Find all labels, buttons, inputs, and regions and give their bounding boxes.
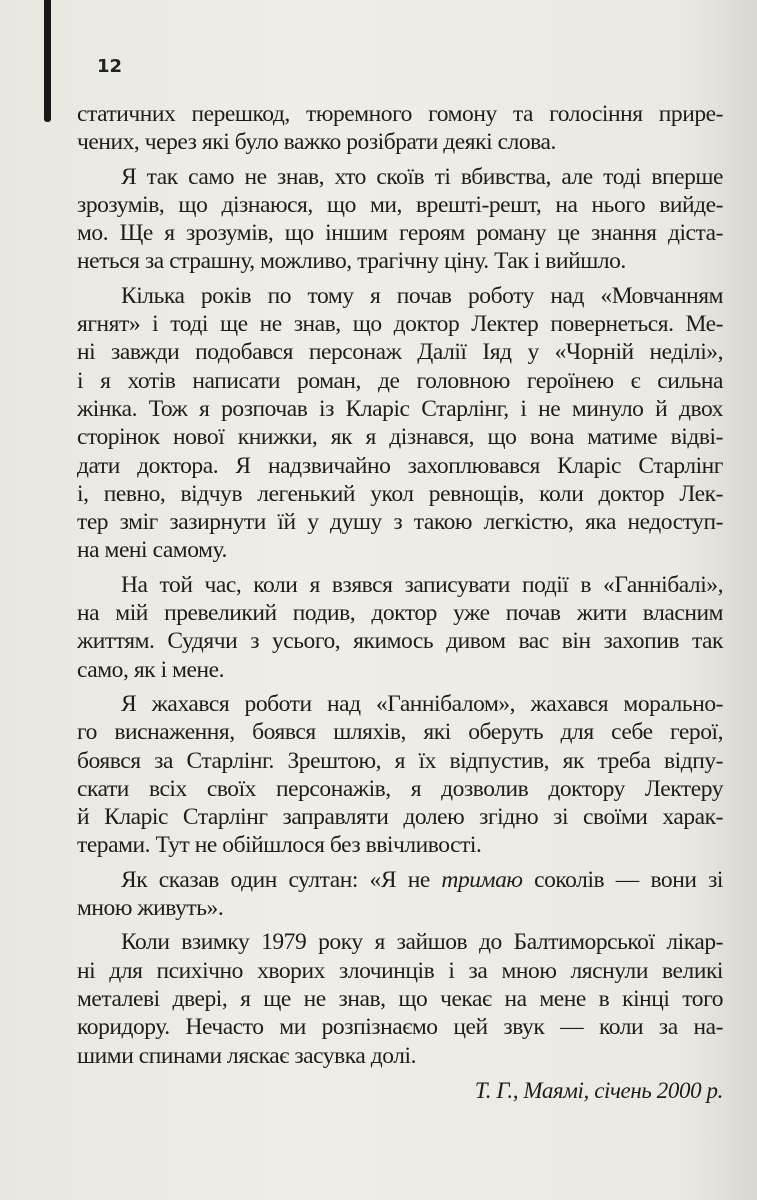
text-line: і я хотів написати роман, де головною героїнею є сильна bbox=[77, 367, 723, 394]
text-line: статичних перешкод, тюремного гомону та голосіння прире- bbox=[77, 101, 723, 127]
text-line: мо. Ще я зрозумів, що іншим героям роману це знання діста- bbox=[77, 220, 723, 247]
text-line: мною живуть». bbox=[77, 895, 224, 922]
text-segment: соколів — вони зі bbox=[522, 866, 724, 893]
paragraph bbox=[77, 571, 723, 684]
text-line: зрозумів, що дізнаюся, що ми, врешті-решт, на нього вийде- bbox=[77, 191, 723, 218]
paragraph bbox=[77, 928, 723, 1069]
text-line: металеві двері, я ще не знав, що чекає на мене в кінці того bbox=[77, 985, 723, 1012]
text-line: Коли взимку 1979 року я зайшов до Балтиморської лікар- bbox=[121, 929, 723, 956]
text-line: тер зміг зазирнути їй у душу з такою легкістю, яка недоступ- bbox=[77, 509, 723, 536]
text-line: боявся за Старлінг. Зрештою, я їх відпустив, як треба відпу- bbox=[77, 747, 723, 774]
text-line: неться за страшну, можливо, трагічну ціну. Так і вийшло. bbox=[77, 248, 626, 275]
text-line: Я жахався роботи над «Ганнібалом», жахався морально- bbox=[121, 690, 723, 717]
text-line: Я так само не знав, хто скоїв ті вбивства, але тоді вперше bbox=[121, 163, 723, 190]
text-line: жінка. Тож я розпочав із Кларіс Старлінг, і не минуло й двох bbox=[77, 395, 723, 422]
text-line bbox=[77, 866, 723, 894]
text-line: на мій превеликий подив, доктор уже почав жити власним bbox=[77, 600, 723, 627]
text-line: ні для психічно хворих злочинців і за мною ляснули великі bbox=[77, 957, 723, 984]
text-line: і, певно, відчув легенький укол ревнощів, коли доктор Лек- bbox=[77, 480, 723, 507]
text-line: чених, через які було важко розібрати деякі слова. bbox=[77, 129, 556, 156]
page-binding-edge bbox=[44, 0, 51, 122]
paragraph bbox=[77, 282, 723, 565]
text-line: й Кларіс Старлінг заправляти долею згідно зі своїми харак- bbox=[77, 804, 723, 831]
text-line: шими спинами ляскає засувка долі. bbox=[77, 1042, 417, 1069]
text-line: скати всіх своїх персонажів, я дозволив доктору Лектеру bbox=[77, 775, 723, 802]
text-line: дати доктора. Я надзвичайно захоплювався Кларіс Старлінг bbox=[77, 452, 723, 479]
text-line: Кілька років по тому я почав роботу над «Мовчанням bbox=[121, 282, 723, 309]
text-line: ні завжди подобався персонаж Далії Іяд у «Чорній неділі», bbox=[77, 339, 723, 366]
text-line: На той час, коли я взявся записувати події в «Ганнібалі», bbox=[121, 571, 723, 598]
paragraph bbox=[77, 866, 723, 923]
paragraph bbox=[77, 690, 723, 860]
text-line: коридору. Нечасто ми розпізнаємо цей звук — коли за на- bbox=[77, 1014, 723, 1041]
body-text bbox=[77, 100, 723, 1070]
text-line: ягнят» і тоді ще не знав, що доктор Лектер повернеться. Ме- bbox=[77, 311, 723, 338]
signature: Т. Г., Маямі, січень 2000 р. bbox=[474, 1078, 723, 1103]
text-line: само, як і мене. bbox=[77, 656, 225, 683]
text-line: на мені самому. bbox=[77, 537, 227, 564]
text-line: го виснаження, боявся шляхів, які оберуть для себе герої, bbox=[77, 719, 723, 746]
page-number: 12 bbox=[97, 56, 123, 77]
text-line: життям. Судячи з усього, якимось дивом вас він захопив так bbox=[77, 628, 723, 655]
text-line: терами. Тут не обійшлося без ввічливості. bbox=[77, 832, 482, 859]
text-segment: Як сказав один султан: «Я не bbox=[121, 866, 442, 893]
paragraph bbox=[77, 163, 723, 276]
paragraph bbox=[77, 100, 723, 157]
emphasis-text: тримаю bbox=[441, 866, 523, 893]
text-line: сторінок нової книжки, як я дізнався, що вона матиме відві- bbox=[77, 424, 723, 451]
